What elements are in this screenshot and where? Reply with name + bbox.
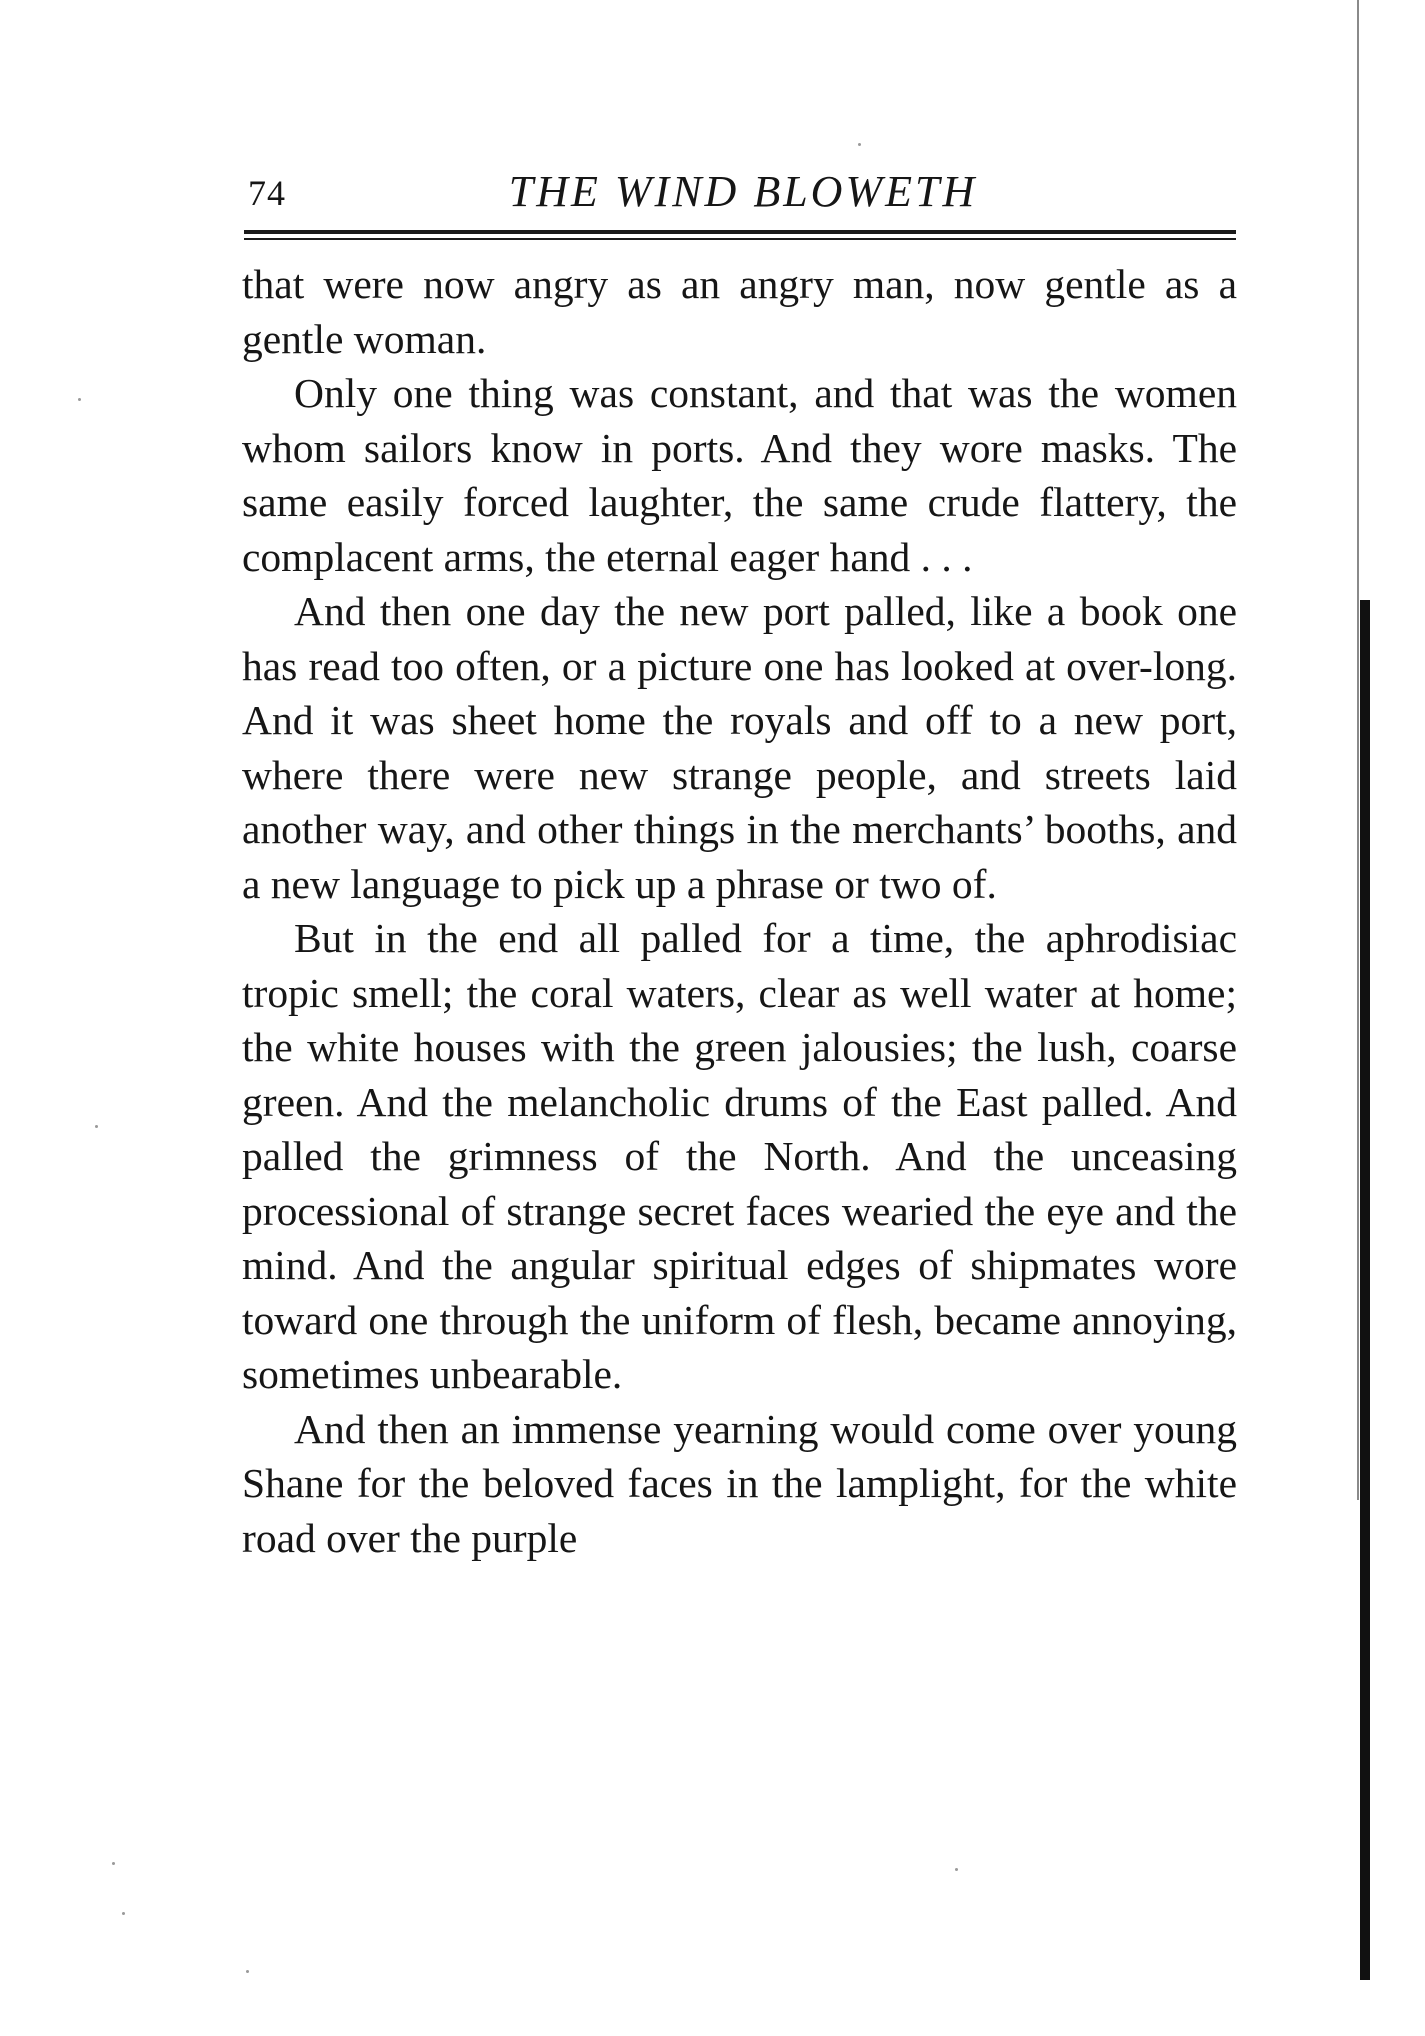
paragraph-continued: that were now angry as an angry man, now gentle as a gentle woman.	[242, 261, 1237, 362]
scan-speck	[122, 1912, 125, 1915]
running-title: THE WIND BLOWETH	[508, 167, 978, 216]
scan-speck	[112, 1862, 115, 1865]
scan-speck	[955, 1868, 958, 1871]
scan-speck	[858, 143, 861, 146]
page-edge-line	[1357, 0, 1359, 1500]
paragraph: But in the end all palled for a time, the aphrodisiac tropic smell; the coral waters, clear as well water at home; the white houses with the green jalousies; the lush, coarse green. And the melancholic drums of the East palled. And palled the grimness of the North. And the unceasing processional of strange secret faces wearied the eye and the mind. And the angular spiritual edges of shipmates wore toward one through the uniform of flesh, became annoying, sometimes unbearable.	[242, 915, 1237, 1397]
paragraph: And then one day the new port palled, like a book one has read too often, or a picture one has looked at over-long. And it was sheet home the royals and off to a new port, where there were new strange people, and streets laid another way, and other things in the merchants’ booths, and a new language to pick up a phrase or two of.	[242, 588, 1237, 907]
scan-speck	[246, 1970, 249, 1973]
scan-speck	[95, 1125, 98, 1128]
body-text	[242, 257, 1237, 1565]
paragraph: And then an immense yearning would come over young Shane for the beloved faces in the lamplight, for the white road over the purple	[242, 1405, 1237, 1561]
paragraph: Only one thing was constant, and that was the women whom sailors know in ports. And they wore masks. The same easily forced laughter, the same crude flattery, the complacent arms, the eternal eager hand . . .	[242, 370, 1237, 580]
page-edge-shadow	[1360, 600, 1370, 1980]
page-number: 74	[248, 173, 286, 213]
page-header	[248, 166, 1238, 226]
scan-speck	[78, 398, 81, 401]
header-rule-thick	[244, 230, 1236, 234]
header-rule-thin	[244, 238, 1236, 240]
